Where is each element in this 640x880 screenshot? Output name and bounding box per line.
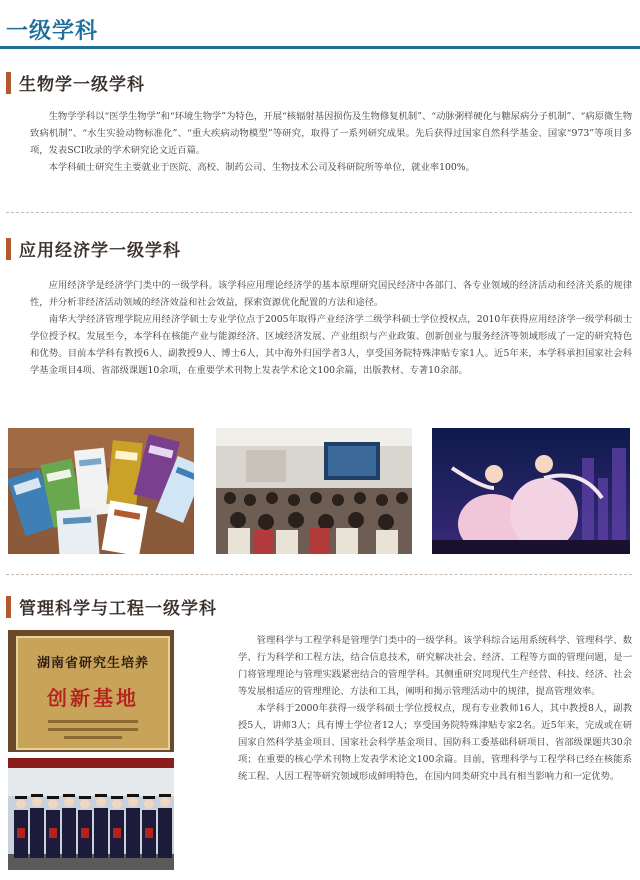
section-title: 生物学一级学科: [19, 75, 145, 95]
page-title: 一级学科: [6, 19, 99, 44]
paragraph: 南华大学经济管理学院应用经济学硕士专业学位点于2005年取得产业经济学二级学科硕士学位授权点，2010年获得应用经济学一级学科硕士学位授予权。发展至今，本学科在核能产业与能源经济、区域经济发展、产业组织与产业政策、创新创业与服务经济等领域形成了一定的研究特色和优势。目前本学科有教授6人、副教授9人、博士6人，其中海外归国学者3人，享受国务院特殊津贴专家1人。近5年来，本学科承担国家社会科学基金项目4项、省部级课题10余项，在重要学术刊物上发表学术论文100余篇，出版教材、专著10余部。: [30, 314, 632, 376]
section-heading-biology: [6, 70, 145, 95]
plaque-photo: [8, 630, 174, 752]
graduation-photo: [8, 758, 174, 870]
paragraph: 本学科于2000年获得一级学科硕士学位授权点，现有专业教师16人，其中教授8人，副教授5人，讲师3人；具有博士学位者12人；享受国务院特殊津贴专家2名。近5年来，完成或在研国家自然科学基金项目、国家社会科学基金项目、国防科工委基础科研项目、省部级课题共30余项；在重要的核心学术刊物上发表学术论文100余篇。目前，管理科学与工程学科已经在核能系统工程、人因工程等研究领域形成鲜明特色，在国内同类研究中具有相当影响力和一定优势。: [238, 703, 632, 782]
divider: [6, 212, 632, 213]
dance-photo: [432, 428, 630, 554]
top-rule: [0, 46, 640, 49]
plaque-frame: [16, 636, 170, 750]
section-bar: [6, 72, 11, 94]
section-title: 应用经济学一级学科: [19, 241, 181, 261]
paragraph: 生物学学科以“医学生物学”和“环境生物学”为特色，开展“核辐射基因损伤及生物修复机制”、“动脉粥样硬化与糖尿病分子机制”、“病原微生物致病机制”、“水生实验动物标准化”、“重大疾病动物模型”等研究，取得了一系列研究成果。先后获得过国家自然科学基金、国家“973”等项目多项，发表SCI收录的学术研究论文近百篇。: [30, 111, 632, 156]
plaque-fineprint: [48, 728, 138, 731]
section-body-economics: [30, 277, 632, 379]
divider: [6, 574, 632, 575]
section-title: 管理科学与工程一级学科: [19, 599, 217, 619]
books-photo: [8, 428, 194, 554]
section-heading-economics: [6, 236, 181, 261]
plaque-line1: 湖南省研究生培养: [36, 656, 149, 671]
section-bar: [6, 596, 11, 618]
paragraph: 本学科硕士研究生主要就业于医院、高校、制药公司、生物技术公司及科研院所等单位，就业率100%。: [48, 162, 475, 173]
section-bar: [6, 238, 11, 260]
plaque-line2: 创新基地: [47, 686, 139, 710]
classroom-photo: [216, 428, 412, 554]
paragraph: 管理科学与工程学科是管理学门类中的一级学科。该学科综合运用系统科学、管理科学、数学、行为科学和工程方法，结合信息技术，研究解决社会、经济、工程等方面的管理问题，是一门将管理理论与管理实践紧密结合的管理学科。其侧重研究同现代生产经营、科技、经济、社会等发展相适应的管理理论、方法和工具，阐明和揭示管理活动中的规律，提高管理效率。: [238, 635, 632, 697]
paragraph: 应用经济学是经济学门类中的一级学科。该学科应用理论经济学的基本原理研究国民经济中各部门、各专业领域的经济活动和经济关系的规律性，并分析非经济活动领域的经济效益和社会效益，探索资源优化配置的方法和途径。: [30, 280, 632, 308]
plaque-fineprint: [64, 736, 122, 739]
section-body-management: [238, 632, 632, 785]
plaque-fineprint: [48, 720, 138, 723]
section-heading-management: [6, 594, 217, 619]
section-body-biology: [30, 108, 632, 176]
